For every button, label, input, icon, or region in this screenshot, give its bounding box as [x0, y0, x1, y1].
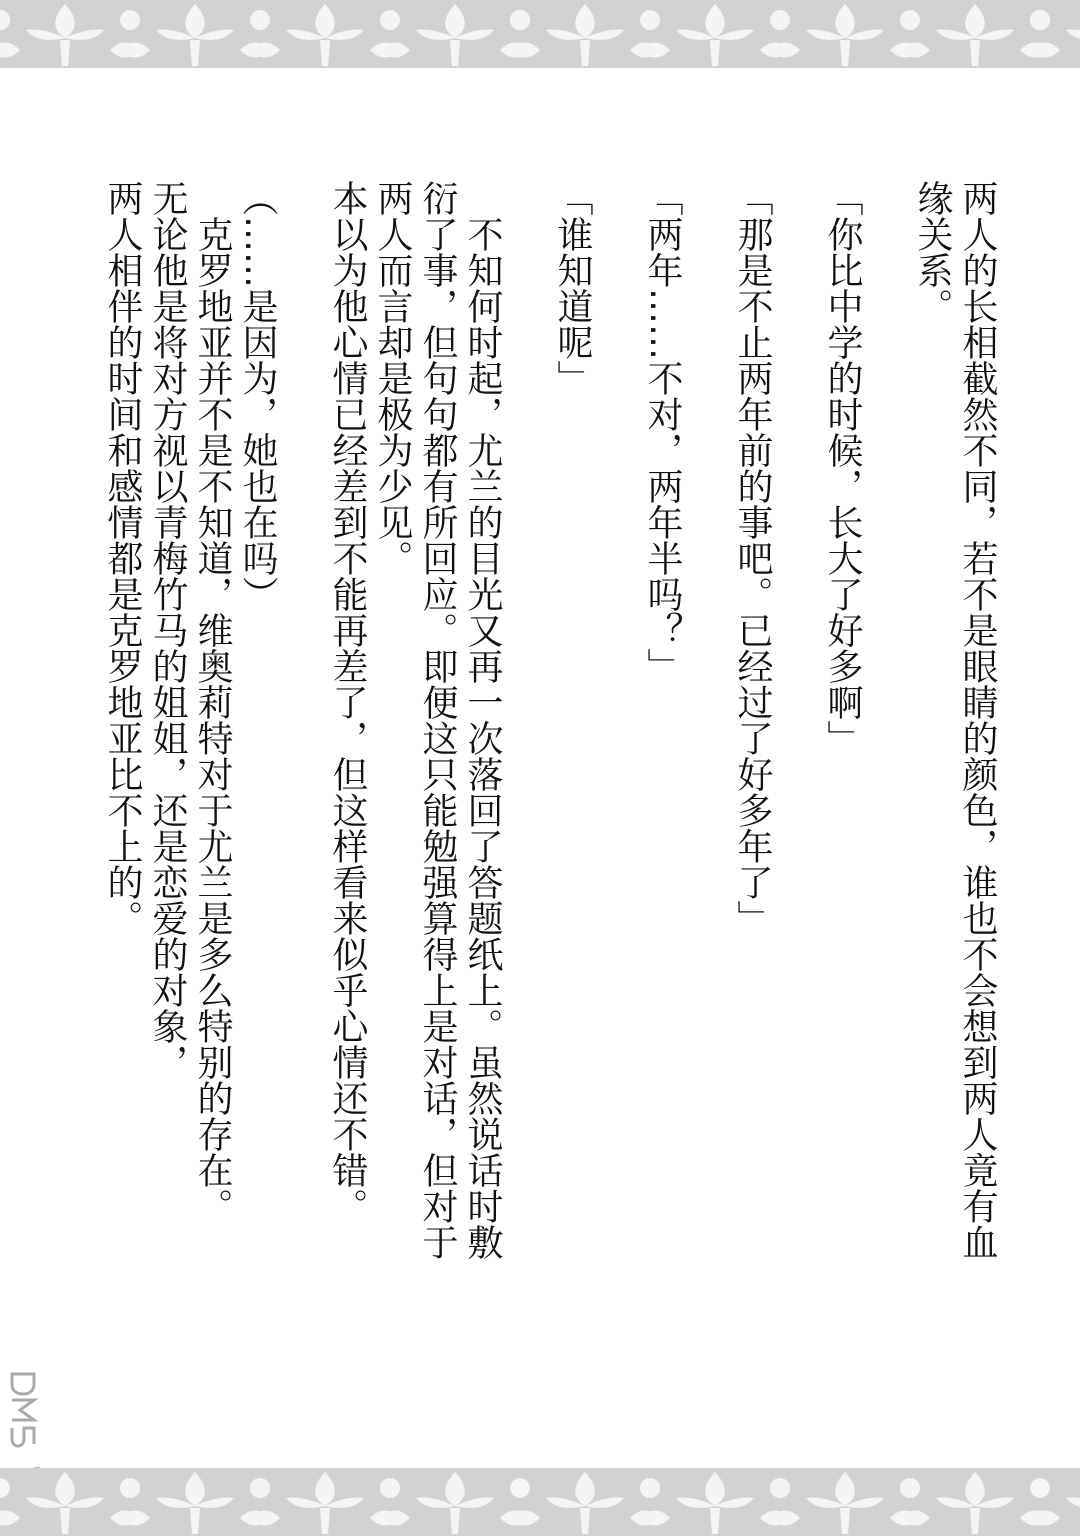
bottom-ornament-band	[0, 1468, 1080, 1536]
dialogue-3: 「两年……不对，两年半吗？」	[642, 180, 683, 684]
inner-thought: （……是因为，她也在吗）	[237, 180, 278, 612]
paragraph-spacer	[685, 180, 730, 1290]
paragraph-6: 两人相伴的时间和感情都是克罗地亚比不上的。	[102, 180, 143, 936]
damask-pattern-icon	[0, 0, 1080, 68]
paragraph-spacer	[775, 180, 820, 1290]
vertical-text-area	[100, 180, 1000, 1290]
paragraph-spacer	[505, 180, 550, 1290]
paragraph-5: 无论他是将对方视以青梅竹马的姐姐，还是恋爱的对象，	[147, 180, 188, 1080]
paragraph-4: 克罗地亚并不是不知道，维奥莉特对于尤兰是多么特别的存在。	[192, 180, 233, 1224]
dialogue-2: 「那是不止两年前的事吧。已经过了好多年了」	[732, 180, 773, 936]
paragraph-3: 本以为他心情已经差到不能再差了，但这样看来似乎心情还不错。	[327, 180, 368, 1224]
paragraph-spacer	[280, 180, 325, 1290]
paragraph-spacer	[595, 180, 640, 1290]
damask-pattern-icon	[0, 1468, 1080, 1536]
text-columns	[100, 180, 1000, 1290]
paragraph-1: 两人的长相截然不同，若不是眼睛的颜色，谁也不会想到两人竟有血缘关系。	[912, 180, 998, 1260]
top-ornament-band	[0, 0, 1080, 68]
dialogue-1: 「你比中学的时候，长大了好多啊」	[822, 180, 863, 756]
dialogue-4: 「谁知道呢」	[552, 180, 593, 396]
paragraph-2: 不知何时起，尤兰的目光又再一次落回了答题纸上。虽然说话时敷衍了事，但句句都有所回应。即便这只能勉强算得上是对话，但对于两人而言却是极为少见。	[372, 180, 503, 1260]
paragraph-spacer	[865, 180, 910, 1290]
